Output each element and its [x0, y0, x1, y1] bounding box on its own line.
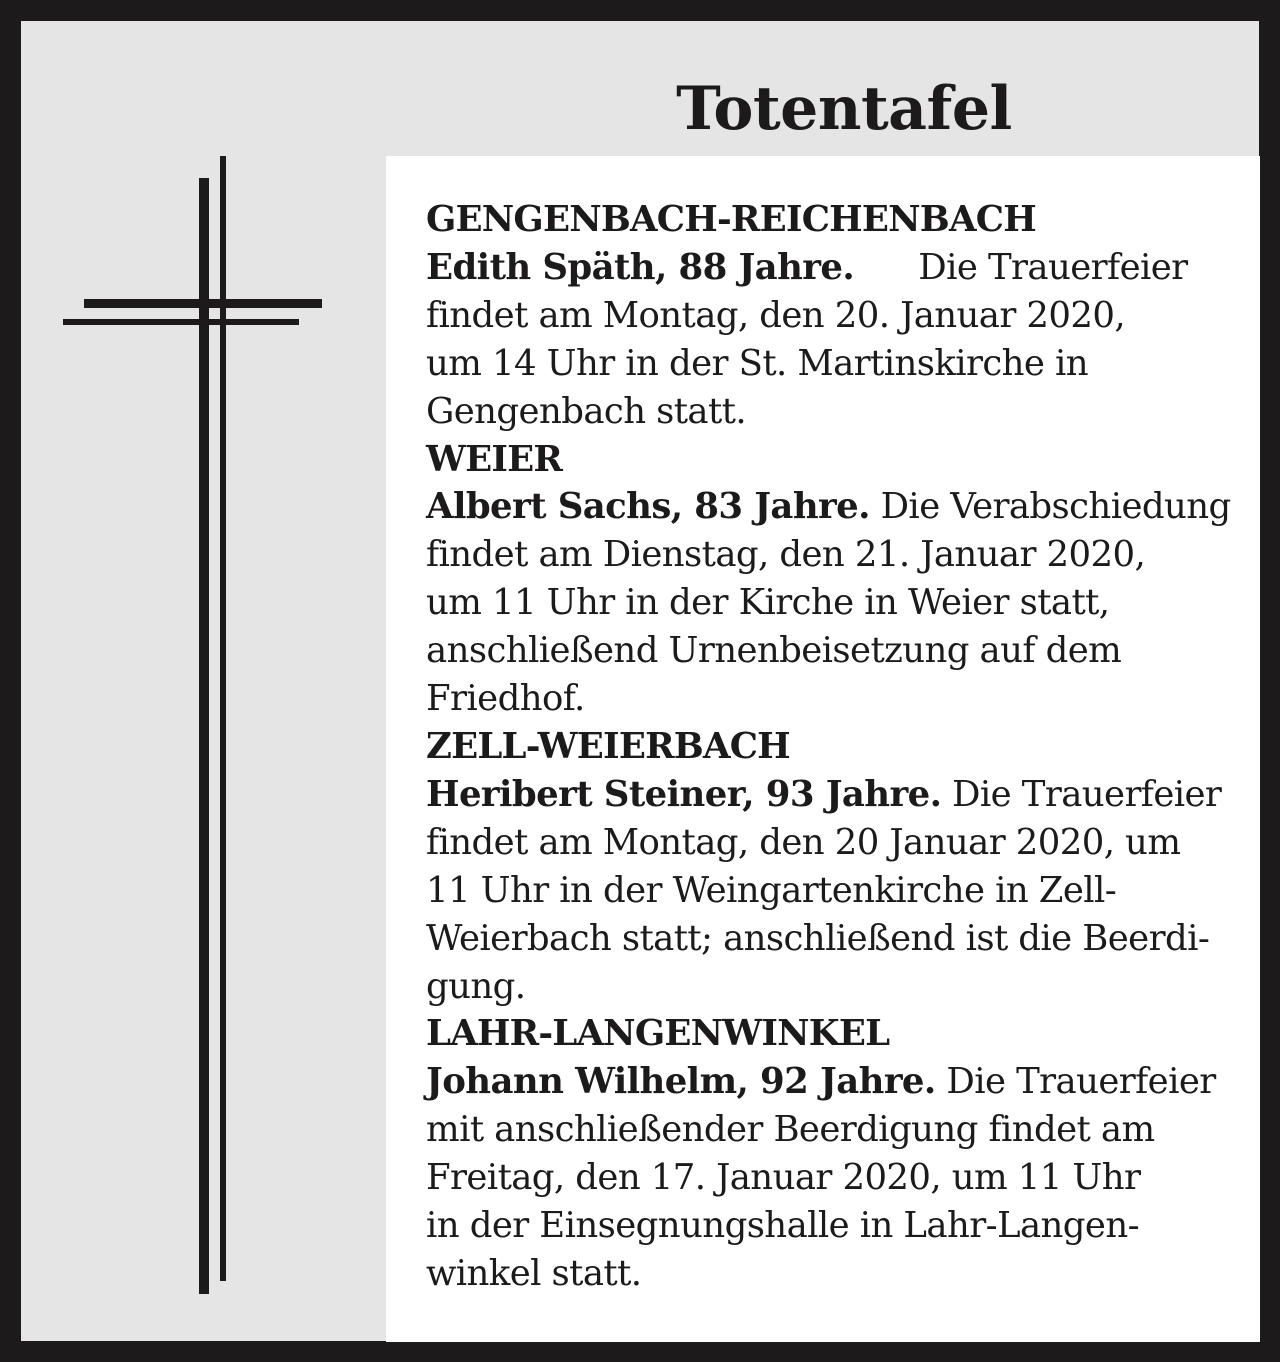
entry-line — [426, 627, 1236, 675]
entry-text: Friedhof. — [426, 678, 585, 720]
entry-text: 11 Uhr in der Weingartenkirche in Zell- — [426, 869, 1117, 911]
entry-text: Weierbach statt; anschließend ist die Beerdi- — [426, 917, 1210, 959]
obituary-entry — [426, 1010, 1236, 1297]
entry-text: anschließend Urnenbeisetzung auf dem — [426, 630, 1122, 672]
entry-line — [426, 963, 1236, 1011]
entry-text: um 14 Uhr in der St. Martinskirche in — [426, 342, 1089, 384]
obituary-entry — [426, 723, 1236, 1010]
entry-place: GENGENBACH-REICHENBACH — [426, 199, 1036, 240]
deceased-name: Edith Späth, 88 Jahre. — [426, 246, 855, 288]
obituary-entry — [426, 436, 1236, 723]
entry-text: in der Einsegnungshalle in Lahr-Langen- — [426, 1205, 1139, 1247]
deceased-name: Albert Sachs, 83 Jahre. — [426, 486, 870, 528]
entry-line — [426, 388, 1236, 436]
entry-line — [426, 579, 1236, 627]
entry-text: gung. — [426, 965, 526, 1007]
entry-line — [426, 867, 1236, 915]
entry-text: findet am Dienstag, den 21. Januar 2020, — [426, 534, 1146, 576]
obituary-list — [426, 196, 1236, 1298]
obituary-panel — [21, 21, 1259, 1341]
entry-text: Die Verabschiedung — [869, 486, 1231, 528]
entry-text: Die Trauerfeier — [854, 246, 1188, 288]
entry-line — [426, 819, 1236, 867]
deceased-name: Johann Wilhelm, 92 Jahre. — [426, 1061, 936, 1103]
entry-text: findet am Montag, den 20. Januar 2020, — [426, 294, 1126, 336]
entry-line — [426, 531, 1236, 579]
entry-text: winkel statt. — [426, 1252, 642, 1294]
entry-line — [426, 675, 1236, 723]
entry-line — [426, 292, 1236, 340]
entry-line — [426, 1106, 1236, 1154]
entry-text: findet am Montag, den 20 Januar 2020, um — [426, 821, 1181, 863]
entry-text: um 11 Uhr in der Kirche in Weier statt, — [426, 582, 1110, 624]
entry-line — [426, 244, 1236, 292]
entry-text: Die Trauerfeier — [935, 1061, 1216, 1103]
entry-text: mit anschließender Beerdigung findet am — [426, 1109, 1155, 1151]
entry-line — [426, 1250, 1236, 1298]
entry-line — [426, 483, 1236, 531]
deceased-name: Heribert Steiner, 93 Jahre. — [426, 773, 942, 815]
entry-place: ZELL-WEIERBACH — [426, 725, 790, 767]
page-title: Totentafel — [676, 74, 1012, 144]
obituary-content — [386, 156, 1260, 1342]
entry-text: Die Trauerfeier — [941, 773, 1222, 815]
entry-place: LAHR-LANGENWINKEL — [426, 1013, 890, 1055]
obituary-entry — [426, 196, 1236, 436]
entry-line — [426, 340, 1236, 388]
entry-line — [426, 1058, 1236, 1106]
entry-place: WEIER — [426, 438, 563, 480]
entry-line — [426, 915, 1236, 963]
entry-text: Gengenbach statt. — [426, 390, 747, 432]
entry-line — [426, 1154, 1236, 1202]
entry-line — [426, 771, 1236, 819]
entry-text: Freitag, den 17. Januar 2020, um 11 Uhr — [426, 1157, 1141, 1199]
entry-line — [426, 1202, 1236, 1250]
